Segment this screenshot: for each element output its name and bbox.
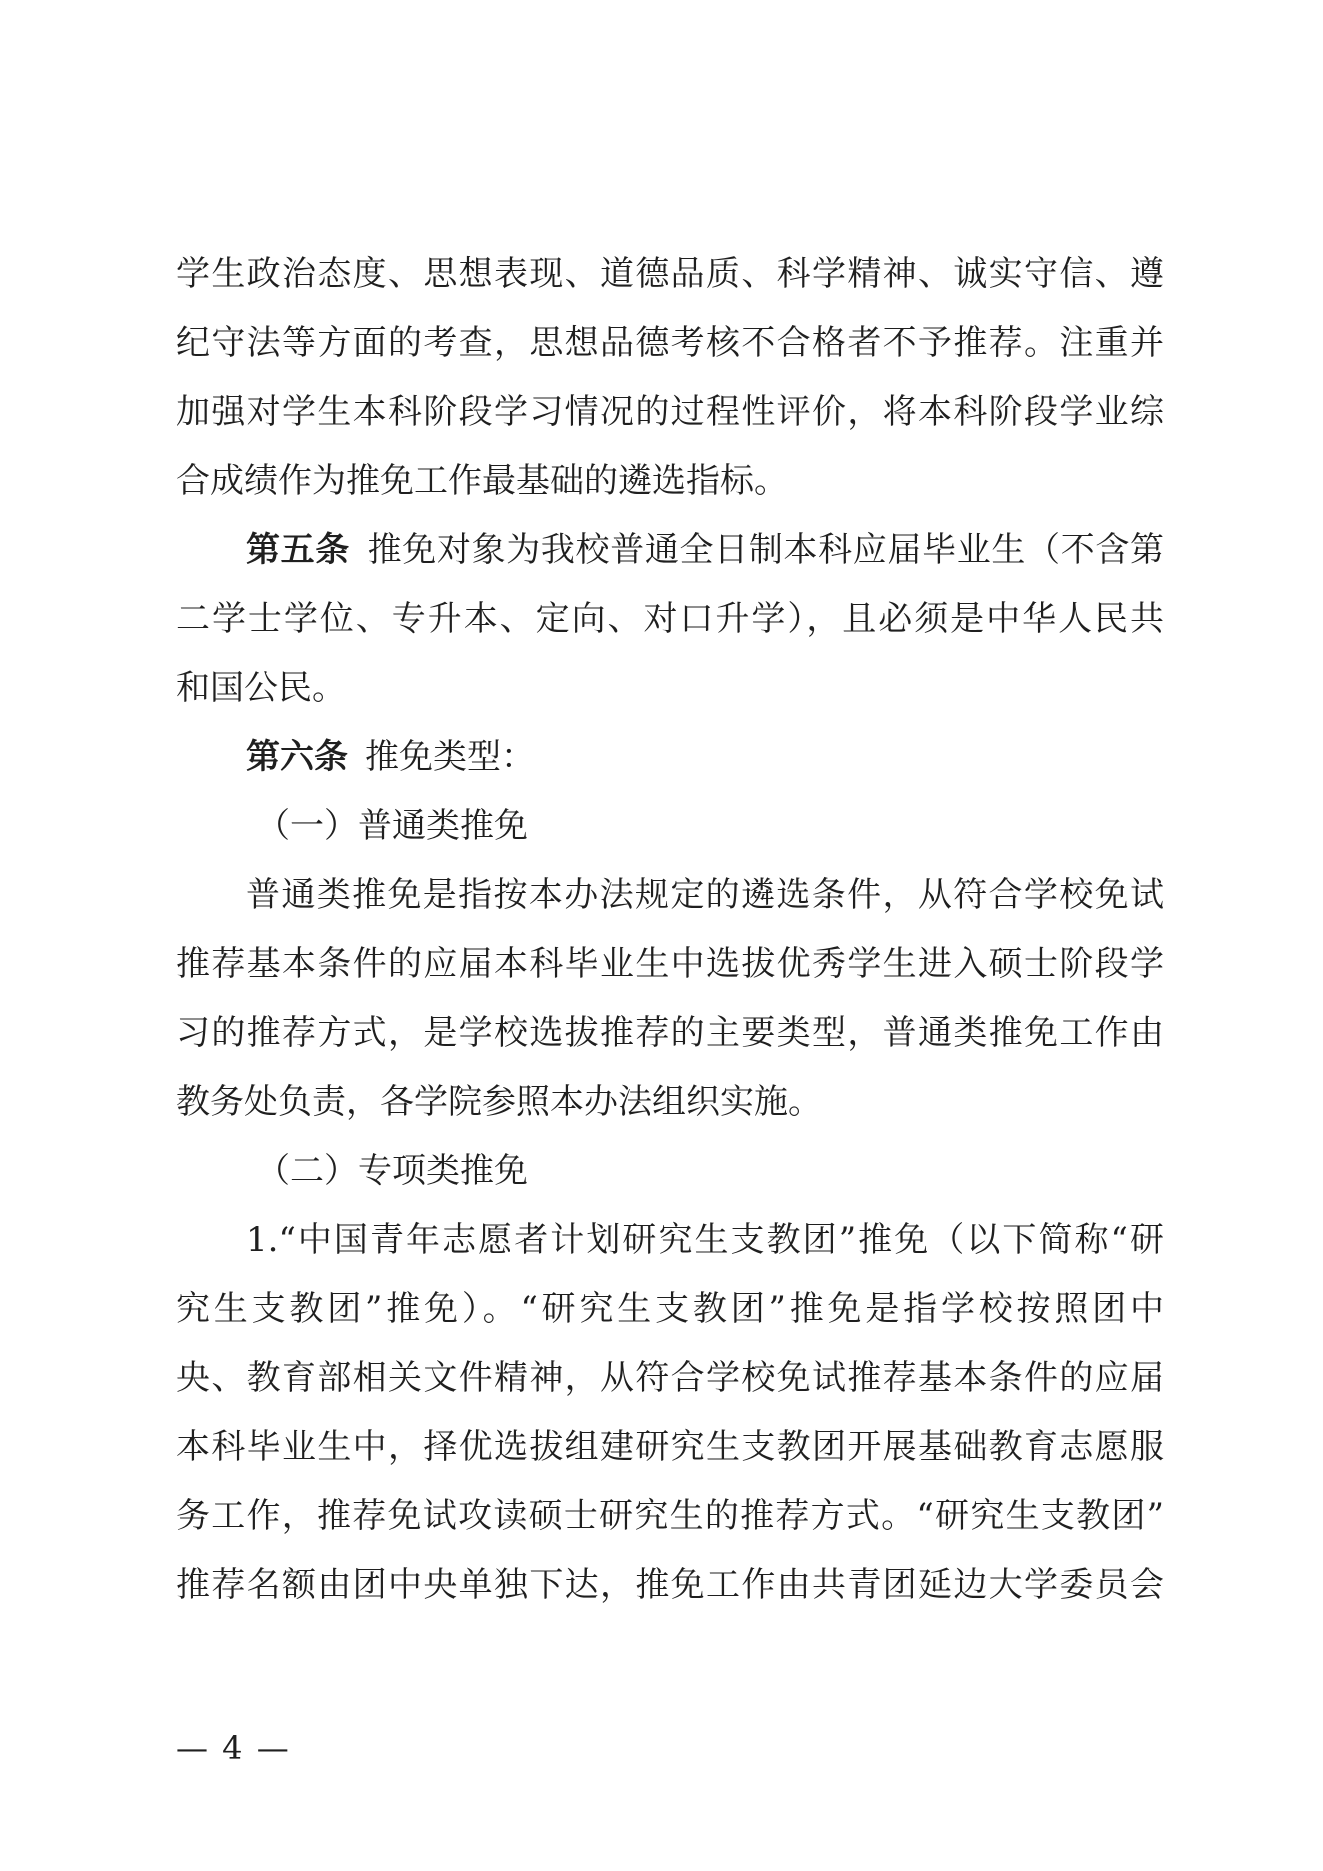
text-line: 1.“中国青年志愿者计划研究生支教团”推免（以下简称“研: [246, 1220, 1164, 1260]
text-line: 推荐名额由团中央单独下达，推免工作由共青团延边大学委员会: [176, 1565, 1164, 1605]
subheading-general: [176, 792, 1164, 861]
text-line: 和国公民。: [176, 668, 346, 708]
text-line: [176, 723, 1164, 792]
text-line: 务工作，推荐免试攻读硕士研究生的推荐方式。“研究生支教团”: [176, 1496, 1164, 1536]
subheading-line: （二）专项类推免: [256, 1151, 528, 1191]
text-line: 教务处负责，各学院参照本办法组织实施。: [176, 1082, 822, 1122]
text-line: 二学士学位、专升本、定向、对口升学），且必须是中华人民共: [176, 599, 1164, 639]
article-label: 第五条: [246, 530, 350, 570]
text-line: 央、教育部相关文件精神，从符合学校免试推荐基本条件的应届: [176, 1358, 1164, 1398]
text-line: 本科毕业生中，择优选拔组建研究生支教团开展基础教育志愿服: [176, 1427, 1164, 1467]
paragraph-general: [176, 861, 1164, 1137]
article-text: 推免类型：: [365, 737, 535, 777]
text-line: 合成绩作为推免工作最基础的遴选指标。: [176, 461, 788, 501]
article-text: 推免对象为我校普通全日制本科应届毕业生（不含第: [366, 530, 1164, 570]
text-line: 纪守法等方面的考查，思想品德考核不合格者不予推荐。注重并: [176, 323, 1164, 363]
text-line: 加强对学生本科阶段学习情况的过程性评价，将本科阶段学业综: [176, 392, 1164, 432]
article-6: [176, 723, 1164, 792]
document-body: [176, 240, 1164, 1620]
page-number: — 4 —: [176, 1729, 291, 1767]
text-line: 究生支教团”推免）。“研究生支教团”推免是指学校按照团中: [176, 1289, 1164, 1329]
text-line: 普通类推免是指按本办法规定的遴选条件，从符合学校免试: [246, 875, 1164, 915]
text-line: 推荐基本条件的应届本科毕业生中选拔优秀学生进入硕士阶段学: [176, 944, 1164, 984]
paragraph-continuation: [176, 240, 1164, 516]
subheading-line: （一）普通类推免: [256, 806, 528, 846]
paragraph-special: [176, 1206, 1164, 1620]
text-line: 学生政治态度、思想表现、道德品质、科学精神、诚实守信、遵: [176, 254, 1164, 294]
subheading-special: [176, 1137, 1164, 1206]
article-label: 第六条: [246, 737, 348, 777]
text-line: [176, 516, 1164, 585]
text-line: 习的推荐方式，是学校选拔推荐的主要类型，普通类推免工作由: [176, 1013, 1164, 1053]
article-5: [176, 516, 1164, 723]
